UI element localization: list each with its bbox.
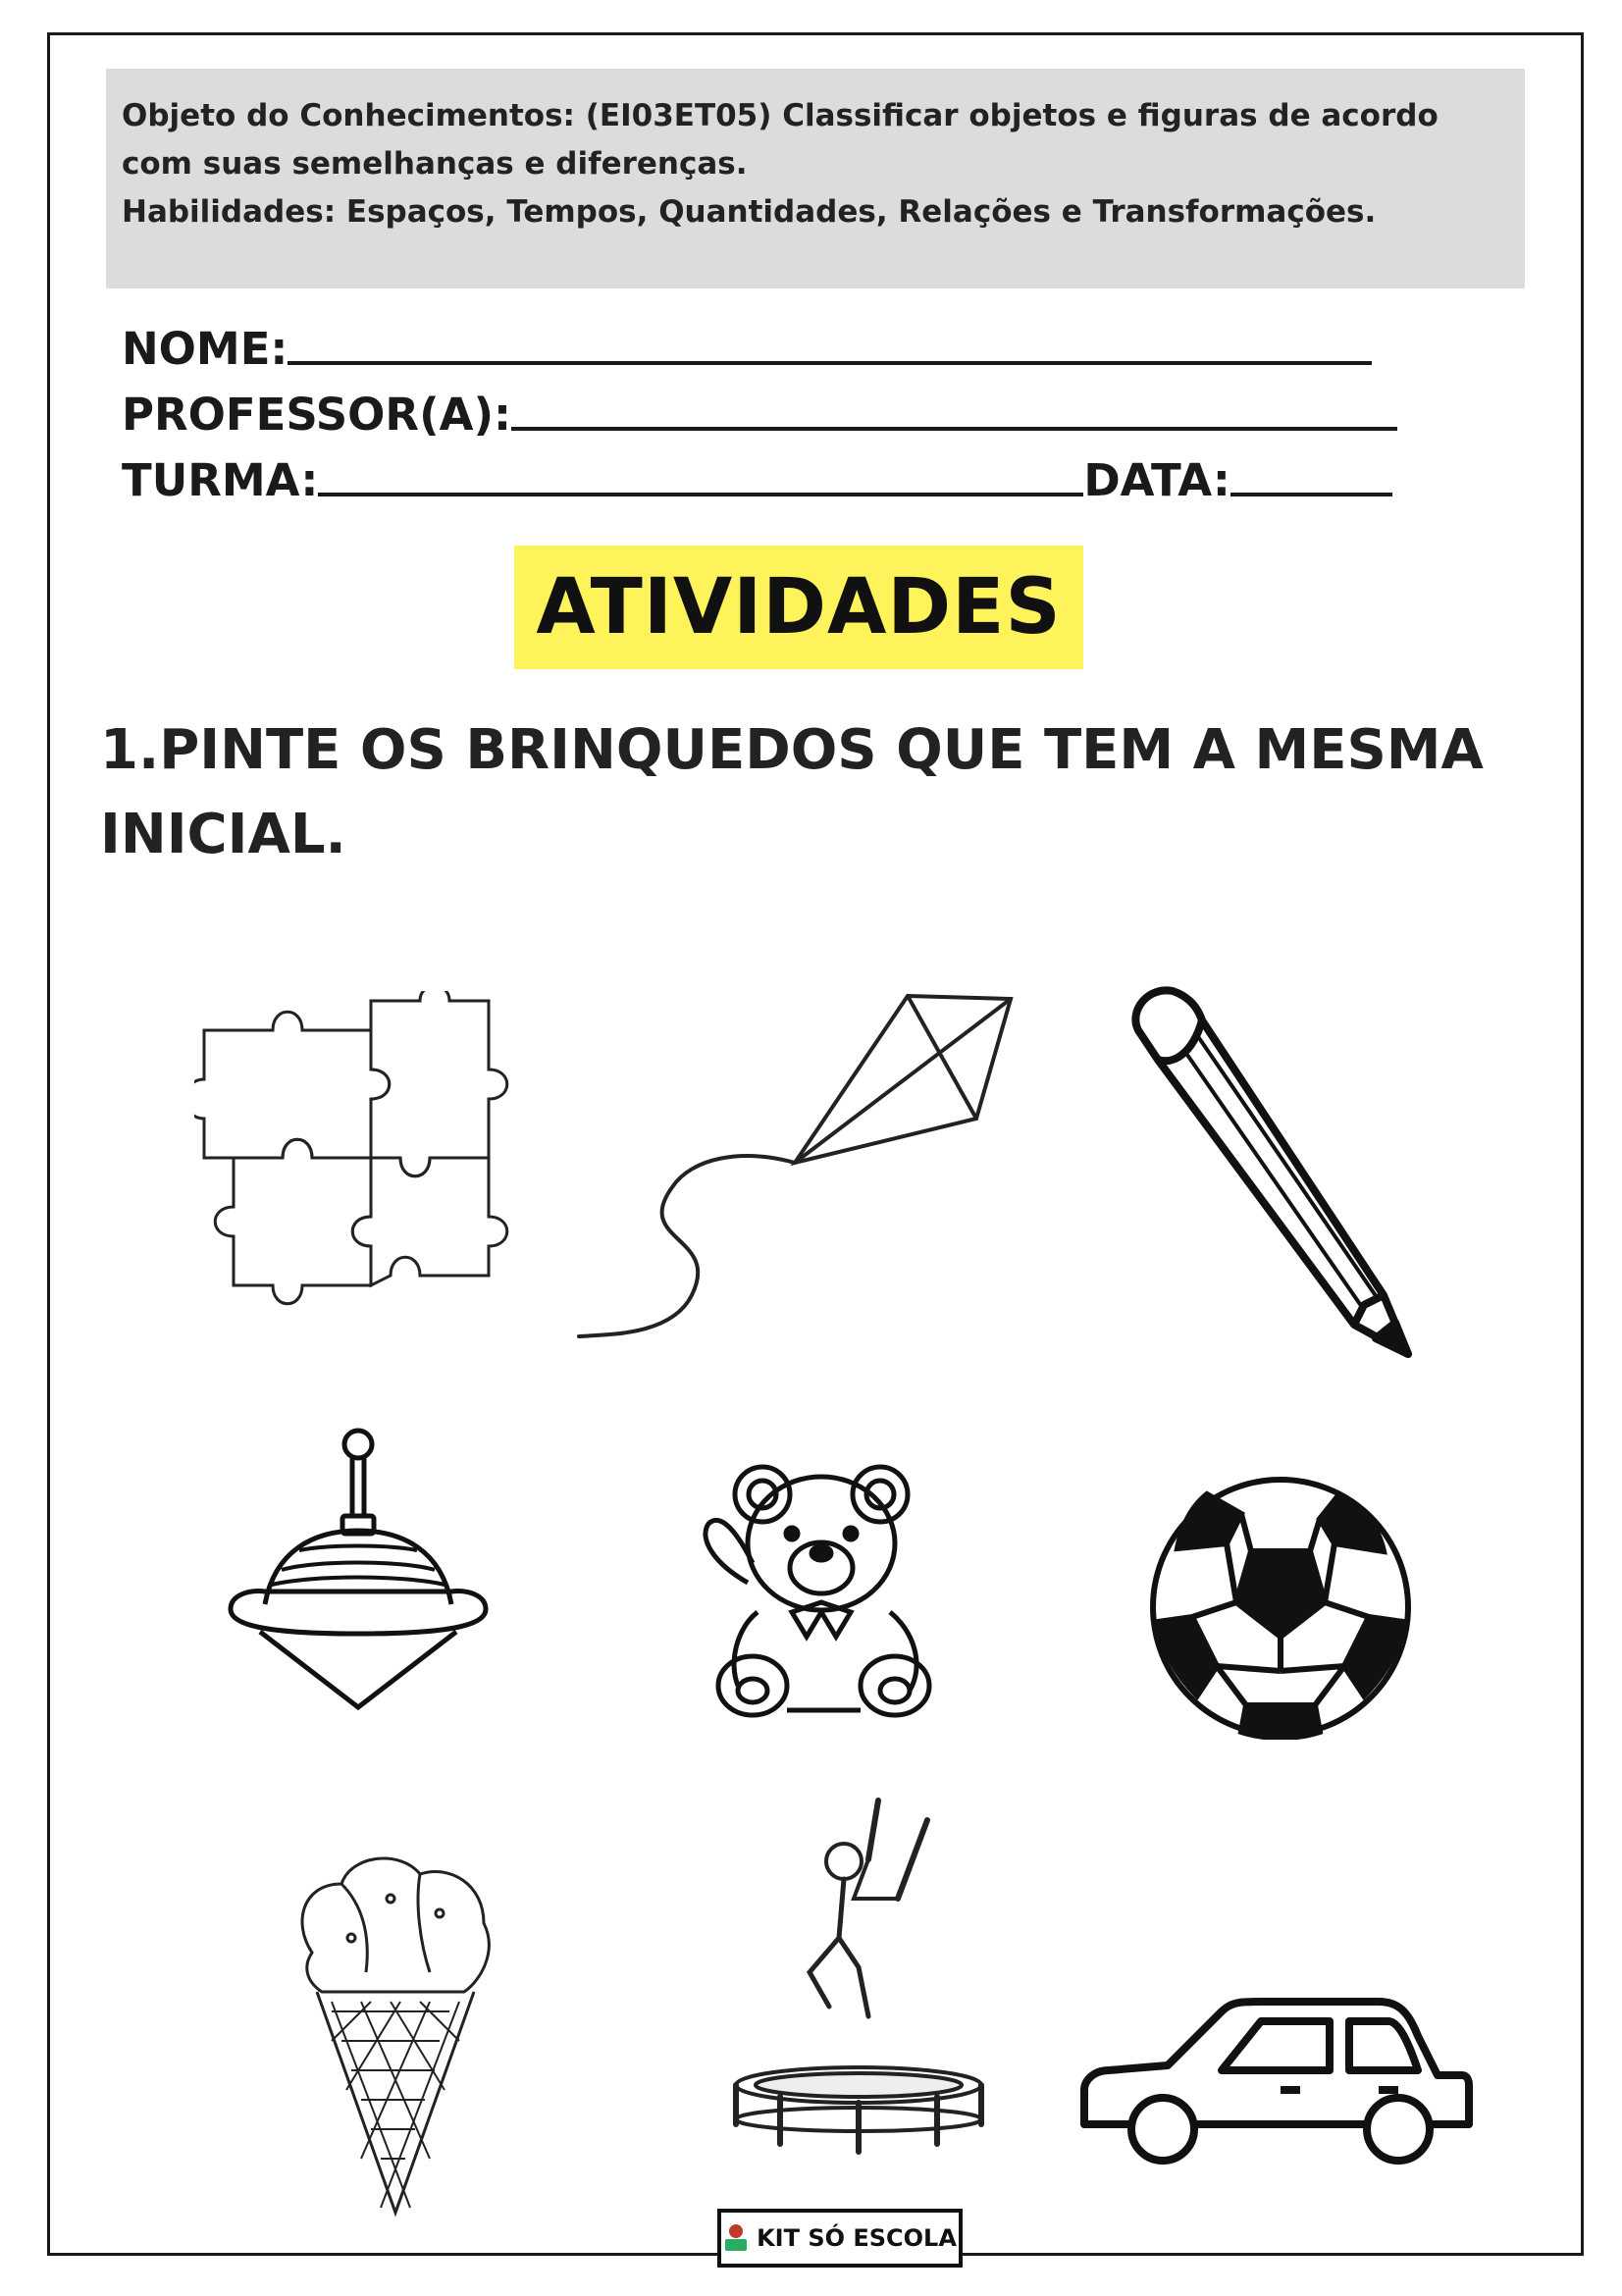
date-blank[interactable] xyxy=(1230,449,1392,496)
teacher-label: PROFESSOR(A): xyxy=(122,389,512,441)
class-date-field xyxy=(122,441,1397,506)
teacher-field xyxy=(122,375,1397,441)
question-text xyxy=(100,708,1533,877)
brand-text: KIT SÓ ESCOLA xyxy=(757,2224,957,2252)
book-reader-icon xyxy=(723,2223,749,2253)
ice-cream-icon[interactable] xyxy=(292,1845,498,2218)
teddy-bear-icon[interactable] xyxy=(699,1455,954,1720)
question-line-1: 1.PINTE OS BRINQUEDOS QUE TEM A MESMA xyxy=(100,718,1484,782)
title-highlight xyxy=(514,546,1083,669)
skills-line: Habilidades: Espaços, Tempos, Quantidades, Relações e Transformações. xyxy=(122,194,1377,230)
name-field xyxy=(122,309,1397,375)
puzzle-icon[interactable] xyxy=(194,991,518,1315)
name-blank[interactable] xyxy=(288,318,1372,365)
soccer-ball-icon[interactable] xyxy=(1148,1475,1413,1740)
objective-line-1: Objeto do Conhecimentos: (EI03ET05) Classificar objetos e figuras de acordo xyxy=(122,98,1439,133)
objective-box xyxy=(106,69,1525,288)
pencil-icon[interactable] xyxy=(1119,981,1423,1364)
class-blank[interactable] xyxy=(318,449,1083,496)
trampoline-icon[interactable] xyxy=(721,1791,996,2183)
page-title: ATIVIDADES xyxy=(536,563,1062,652)
objective-line-2: com suas semelhanças e diferenças. xyxy=(122,146,748,182)
brand-logo xyxy=(717,2209,963,2268)
student-form xyxy=(122,309,1397,506)
spinning-top-icon[interactable] xyxy=(221,1423,496,1717)
kite-icon[interactable] xyxy=(574,991,1025,1344)
class-label: TURMA: xyxy=(122,454,319,506)
car-icon[interactable] xyxy=(1074,1997,1477,2168)
question-line-2: INICIAL. xyxy=(100,803,346,866)
name-label: NOME: xyxy=(122,323,288,375)
date-label: DATA: xyxy=(1083,454,1230,506)
teacher-blank[interactable] xyxy=(511,384,1397,431)
